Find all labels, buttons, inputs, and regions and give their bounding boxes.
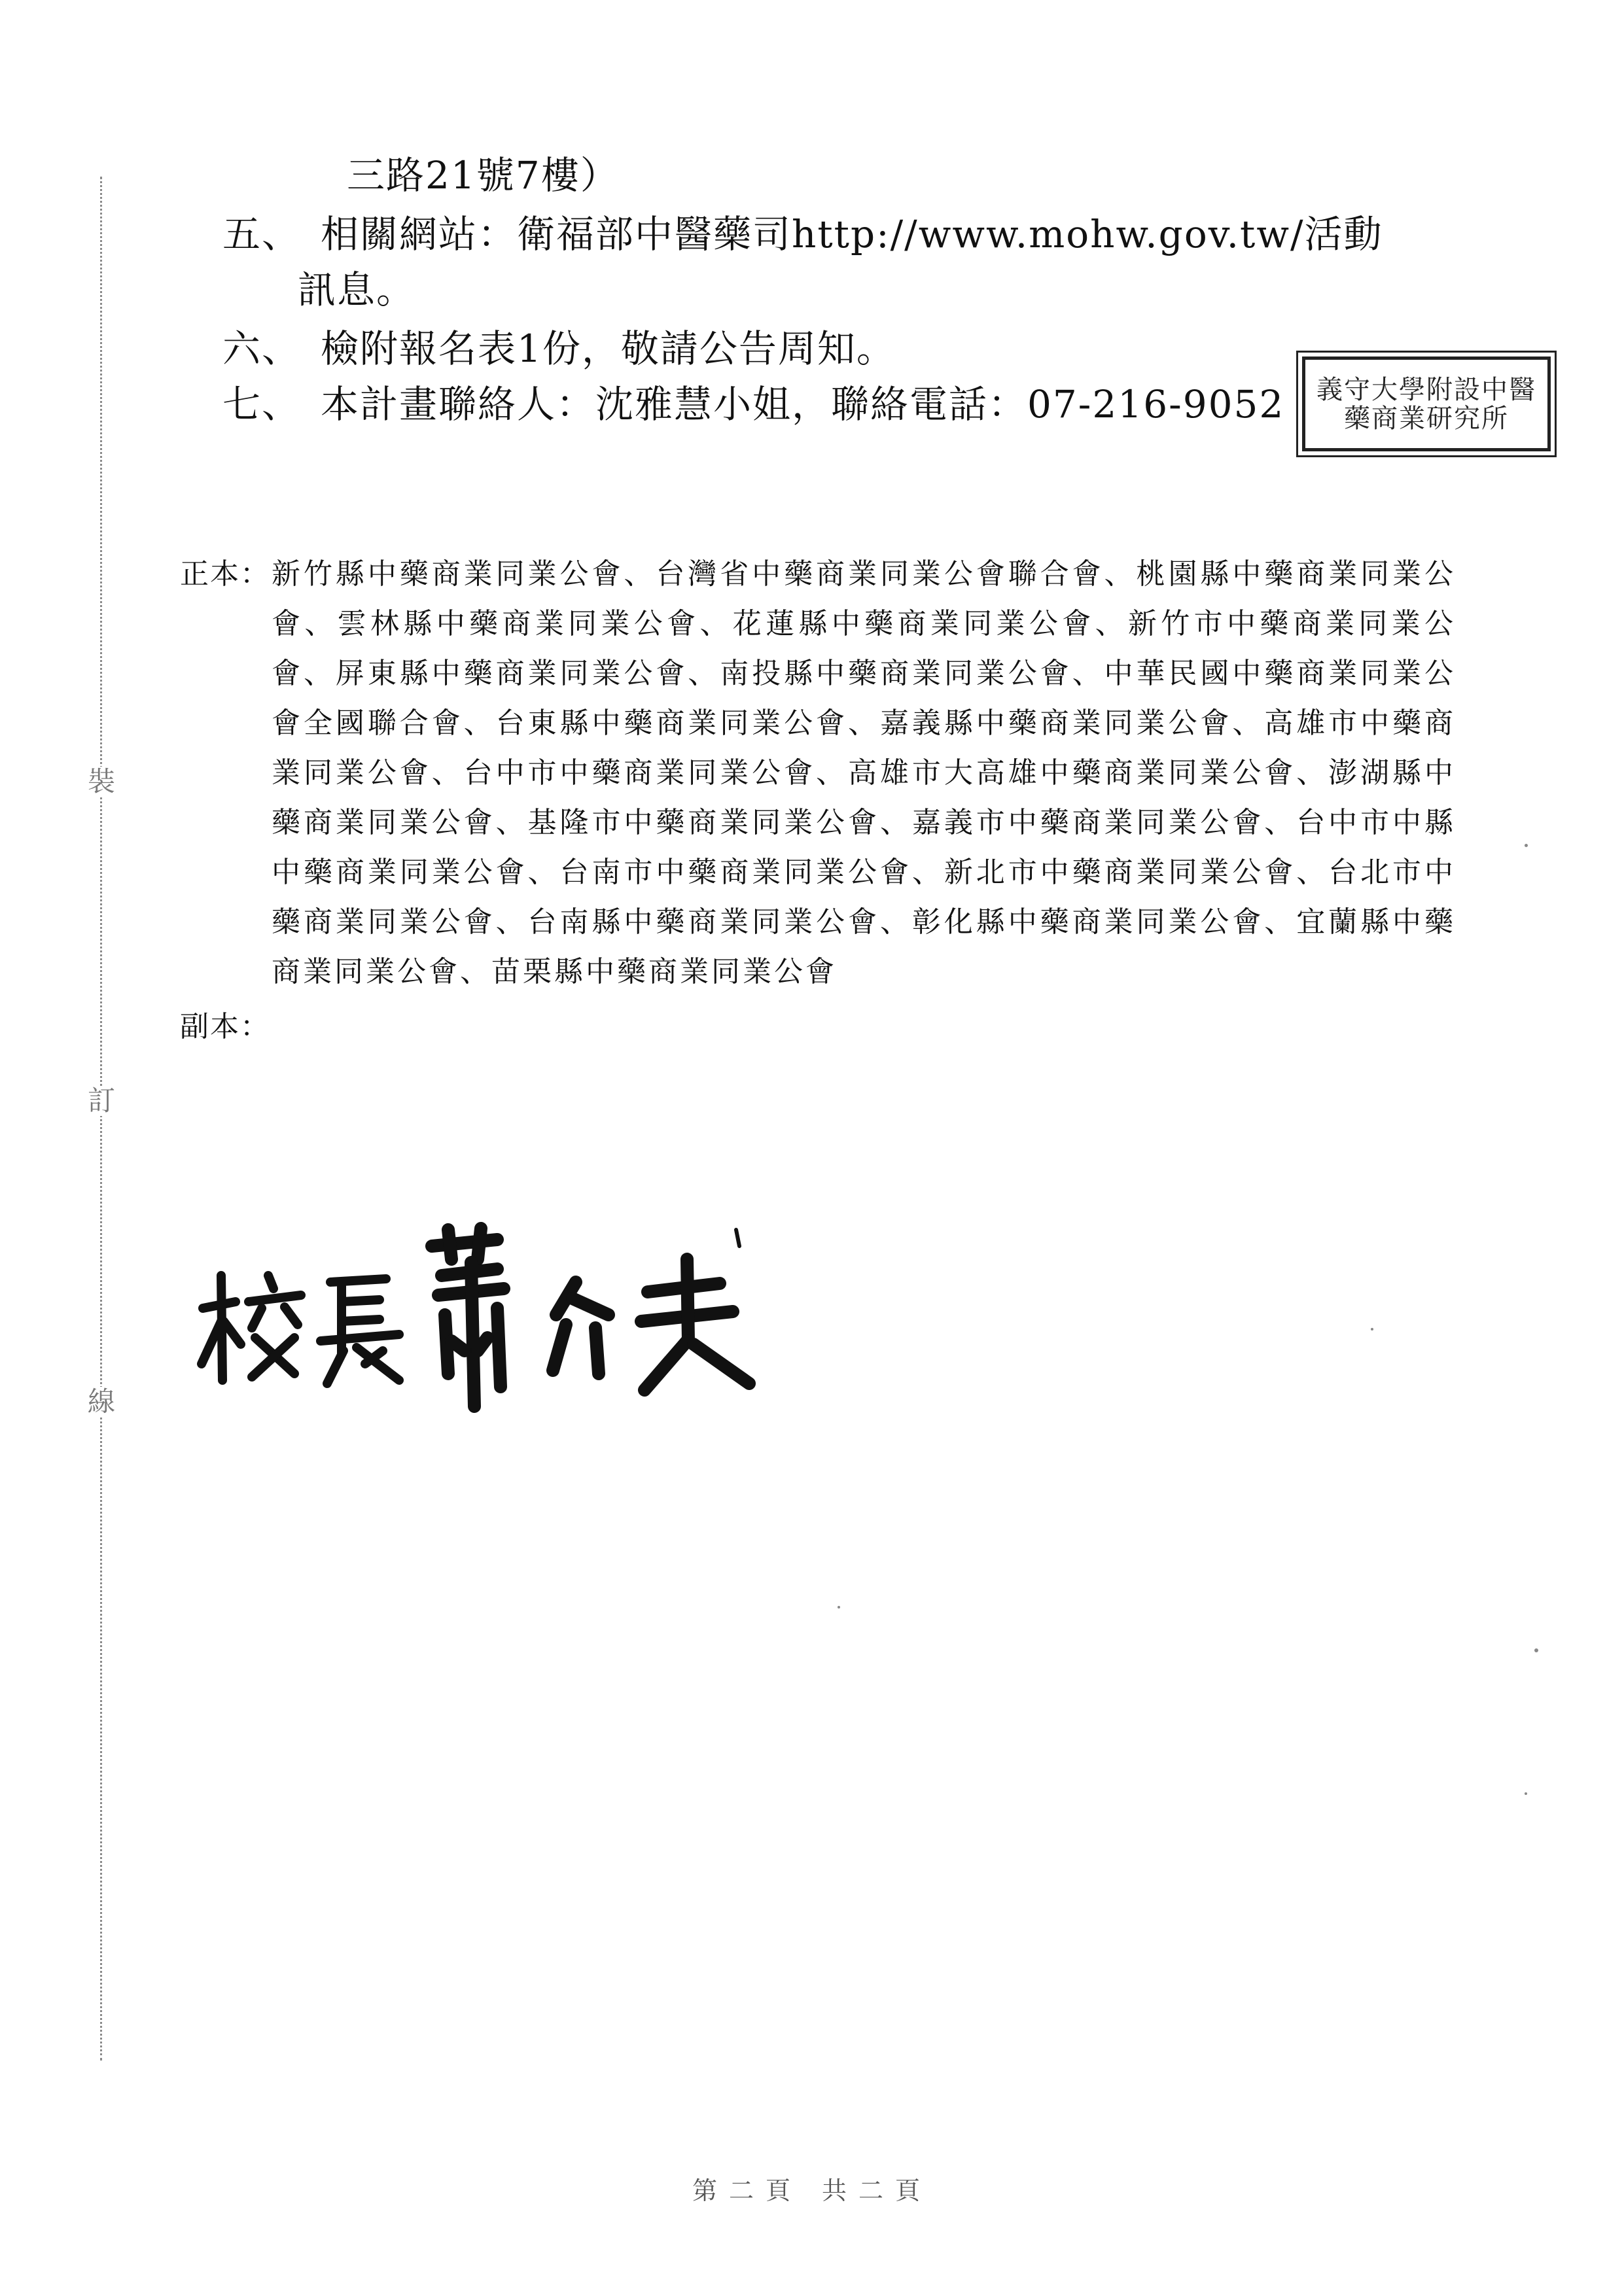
principal-signature (190, 1210, 844, 1446)
copy-recipients-label: 副本： (180, 1010, 270, 1043)
body-line-contact (222, 378, 1284, 430)
binding-char-xian: 線 (87, 1385, 115, 1418)
main-recipients-list: 新竹縣中藥商業同業公會、台灣省中藥商業同業公會聯合會、桃園縣中藥商業同業公會、雲林縣中藥商業同業公會、花蓮縣中藥商業同業公會、新竹市中藥商業同業公會、屏東縣中藥商業同業公會、南投縣中藥商業同業公會、中華民國中藥商業同業公會全國聯合會、台東縣中藥商業同業公會、嘉義縣中藥商業同業公會、高雄市中藥商業同業公會、台中市中藥商業同業公會、高雄市大高雄中藥商業同業公會、澎湖縣中藥商業同業公會、基隆市中藥商業同業公會、嘉義市中藥商業同業公會、台中市中縣中藥商業同業公會、台南市中藥商業同業公會、新北市中藥商業同業公會、台北市中藥商業同業公會、台南縣中藥商業同業公會、彰化縣中藥商業同業公會、宜蘭縣中藥商業同業公會、苗栗縣中藥商業同業公會 (272, 557, 1456, 988)
binding-char-ding: 訂 (87, 1085, 115, 1117)
body-line-text: 三路21號7樓） (347, 153, 620, 198)
body-line-address-cont (347, 149, 620, 201)
organization-seal (1302, 357, 1551, 451)
main-recipients-row (180, 549, 1456, 997)
scan-speck (1371, 1328, 1373, 1331)
item-number: 五、 (222, 212, 302, 256)
item-number: 七、 (222, 382, 302, 426)
distribution-section (180, 549, 1456, 1052)
scan-speck (1534, 1648, 1538, 1652)
body-line-text: 檢附報名表1份，敬請公告周知。 (321, 326, 896, 371)
binding-char-zhuang: 裝 (87, 765, 115, 797)
body-line-text: 訊息。 (298, 268, 416, 312)
seal-text: 義守大學附設中醫藥商業研究所 (1316, 374, 1536, 434)
item-number: 六、 (222, 326, 302, 371)
body-line-website (222, 208, 1383, 260)
binding-margin-line (100, 177, 102, 2061)
main-recipients-label: 正本： (180, 557, 270, 591)
page-footer: 第二頁 共二頁 (692, 2176, 932, 2205)
scan-speck (838, 1606, 840, 1609)
copy-recipients-row (180, 1002, 1456, 1052)
scan-speck (1525, 1792, 1527, 1795)
body-line-attachment (222, 322, 896, 375)
scan-speck (1525, 844, 1528, 847)
body-line-text: 本計畫聯絡人：沈雅慧小姐，聯絡電話：07-216-9052 (321, 382, 1285, 426)
body-line-text: 相關網站：衛福部中醫藥司http://www.mohw.gov.tw/活動 (321, 212, 1383, 256)
copy-recipients-list (272, 1002, 1456, 1052)
body-line-website-cont (298, 264, 415, 316)
